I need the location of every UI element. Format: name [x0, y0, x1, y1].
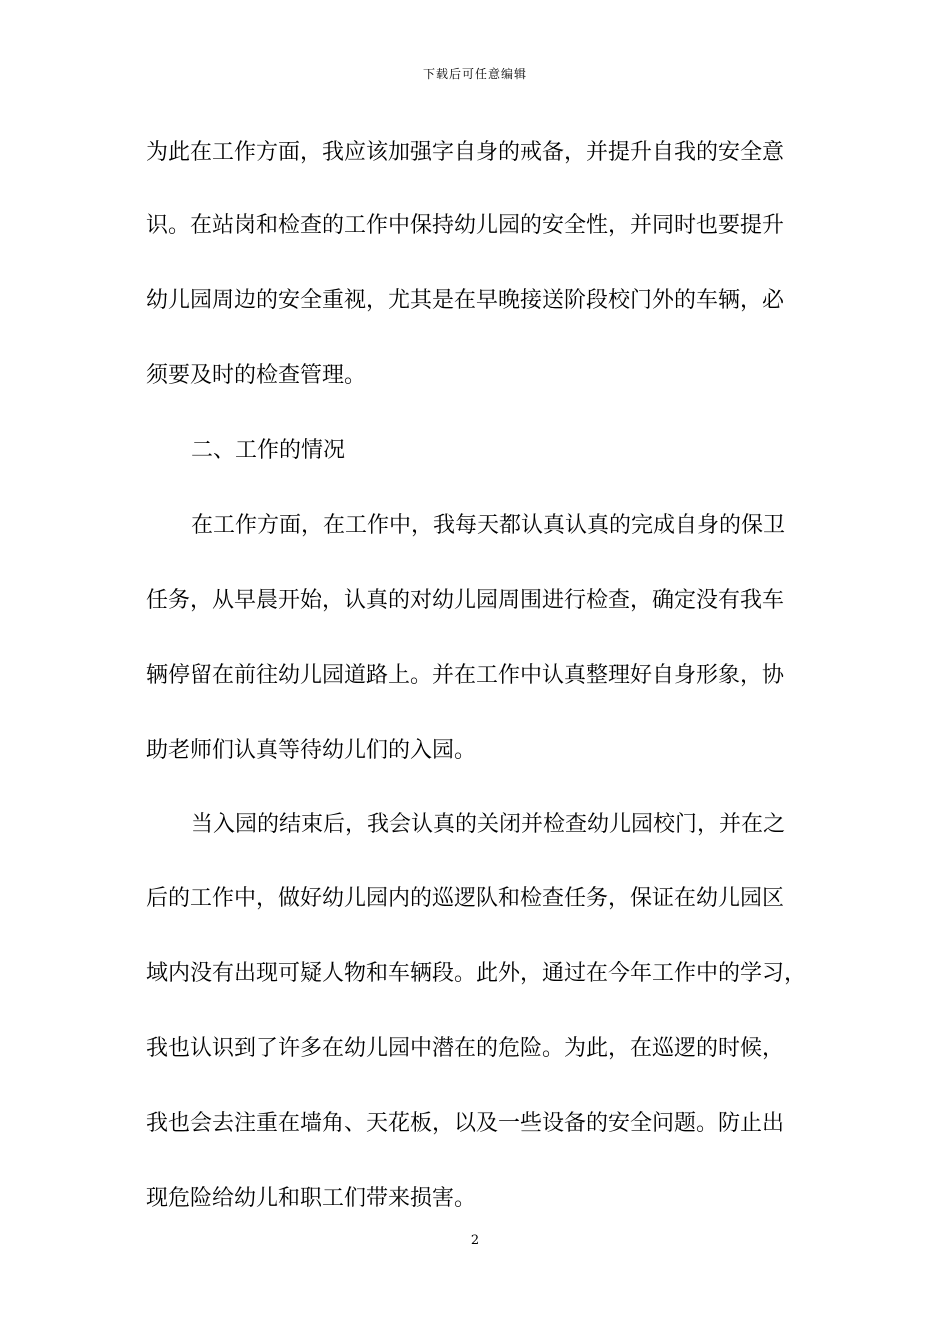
paragraph-line: 后的工作中，做好幼儿园内的巡逻队和检查任务，保证在幼儿园区: [146, 886, 785, 911]
paragraph-line: 在工作方面，在工作中，我每天都认真认真的完成自身的保卫: [191, 513, 786, 538]
paragraph-line: 助老师们认真等待幼儿们的入园。: [146, 738, 477, 763]
paragraph-line: 当入园的结束后，我会认真的关闭并检查幼儿园校门，并在之: [191, 812, 786, 837]
paragraph-line: 识。在站岗和检查的工作中保持幼儿园的安全性，并同时也要提升: [146, 213, 785, 238]
page-number: 2: [470, 1233, 480, 1248]
paragraph-line: 我也会去注重在墙角、天花板，以及一些设备的安全问题。防止出: [146, 1111, 785, 1136]
page-header: 下载后可任意编辑: [422, 67, 527, 81]
paragraph-line: 幼儿园周边的安全重视，尤其是在早晚接送阶段校门外的车辆，必: [146, 288, 785, 313]
paragraph-line: 域内没有出现可疑人物和车辆段。此外，通过在今年工作中的学习，: [146, 961, 807, 986]
paragraph-line: 现危险给幼儿和职工们带来损害。: [146, 1186, 477, 1211]
paragraph-line: 辆停留在前往幼儿园道路上。并在工作中认真整理好自身形象，协: [146, 663, 785, 688]
paragraph-line: 须要及时的检查管理。: [146, 363, 367, 388]
paragraph-line: 我也认识到了许多在幼儿园中潜在的危险。为此，在巡逻的时候，: [146, 1036, 785, 1061]
paragraph-line: 为此在工作方面，我应该加强字自身的戒备，并提升自我的安全意: [146, 140, 785, 165]
section-heading: 二、工作的情况: [191, 438, 346, 463]
paragraph-line: 任务，从早晨开始，认真的对幼儿园周围进行检查，确定没有我车: [146, 588, 785, 613]
